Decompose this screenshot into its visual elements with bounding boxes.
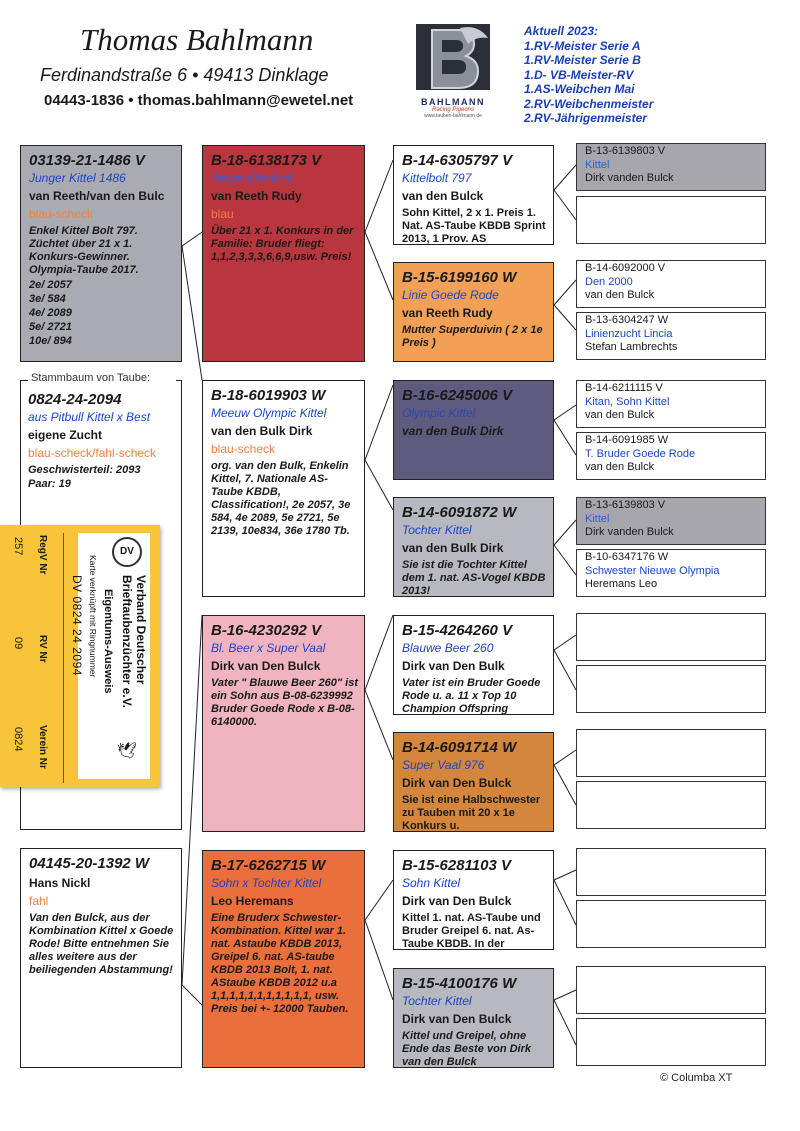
father-color: blau-scheck — [29, 207, 94, 221]
subject-frame-top-right — [176, 380, 182, 381]
ggp-3-breeder: van den Bulk Dirk — [402, 424, 504, 438]
gp-ff-breeder: van Reeth Rudy — [211, 189, 302, 203]
father-name: Junger Kittel 1486 — [29, 171, 126, 185]
g4-1-breeder: Dirk vanden Bulck — [585, 172, 674, 184]
ggp-7-ring: B-15-6281103 V — [402, 857, 511, 874]
subject-breeder: eigene Zucht — [28, 428, 103, 442]
g4-empty-slot[interactable] — [576, 613, 766, 661]
father-result: 10e/ 894 — [29, 335, 72, 347]
g4-8-name: Schwester Nieuwe Olympia — [585, 564, 720, 577]
card-verein-label: Verein Nr — [37, 725, 48, 769]
father-description: Enkel Kittel Bolt 797. Züchtet über 21 x 1. Konkurs-Gewinner. Olympia-Taube 2017. — [29, 225, 139, 276]
g4-3-name: Den 2000 — [585, 275, 633, 288]
g4-3-breeder: van den Bulck — [585, 289, 655, 301]
gp-mf-ring: B-16-4230292 V — [211, 622, 322, 639]
breeder-name: Thomas Bahlmann — [80, 22, 314, 57]
g4-6-breeder: van den Bulck — [585, 461, 655, 473]
gp-ff-color: blau — [211, 207, 234, 221]
g4-6-name: T. Bruder Goede Rode — [585, 447, 696, 460]
g4-box-6[interactable] — [576, 432, 766, 480]
mother-breeder: Hans Nickl — [29, 876, 91, 890]
card-note: Karte verknüpft mit Ringnummer — [88, 555, 98, 678]
father-results — [29, 278, 175, 348]
ggp-6-breeder: Dirk van Den Bulck — [402, 776, 512, 790]
gp-fm-color: blau-scheck — [211, 442, 276, 456]
gp-mf-box[interactable] — [202, 615, 365, 832]
g4-8-ring: B-10-6347176 W — [585, 551, 669, 563]
g4-box-8[interactable] — [576, 549, 766, 597]
mother-ring: 04145-20-1392 W — [29, 855, 150, 872]
ggp-7-description: Kittel 1. nat. AS-Taube und Bruder Greipel 6. nat. As-Taube KBDB. In der — [402, 912, 541, 950]
ggp-2-box[interactable] — [393, 262, 554, 362]
ggp-2-breeder: van Reeth Rudy — [402, 306, 493, 320]
ggp-8-description: Kittel und Greipel, ohne Ende das Beste von Dirk van den Bulck — [402, 1030, 531, 1068]
father-breeder: van Reeth/van den Bulc — [29, 189, 165, 203]
logo-url: www.tauben-bahlmann.de — [424, 113, 482, 119]
card-regv-label: RegV Nr — [37, 535, 48, 575]
card-verein-value: 0824 — [12, 727, 24, 752]
awards-title: Aktuell 2023: — [524, 24, 599, 38]
card-org-line1: Verband Deutscher — [134, 575, 148, 685]
ggp-4-description: Sie ist die Tochter Kittel dem 1. nat. AS-Vogel KBDB 2013! — [402, 559, 546, 597]
ggp-6-box[interactable] — [393, 732, 554, 832]
ggp-3-box[interactable] — [393, 380, 554, 480]
ggp-8-name: Tochter Kittel — [402, 994, 472, 1008]
ggp-1-description: Sohn Kittel, 2 x 1. Preis 1. Nat. AS-Taube KBDB Sprint 2013, 1 Prov. AS — [402, 207, 546, 245]
award-item: 1.D- VB-Meister-RV — [524, 67, 634, 82]
ggp-1-ring: B-14-6305797 V — [402, 152, 513, 169]
g4-8-breeder: Heremans Leo — [585, 578, 658, 590]
ownership-card-content — [0, 525, 160, 787]
gp-ff-ring: B-18-6138173 V — [211, 152, 322, 169]
gp-fm-box[interactable] — [202, 380, 365, 597]
card-rv-label: RV Nr — [37, 635, 48, 663]
gp-fm-breeder: van den Bulk Dirk — [211, 424, 313, 438]
card-ring-number: DV 0824 24 2094 — [70, 575, 84, 676]
subject-name: aus Pitbull Kittel x Best — [28, 410, 151, 424]
gp-ff-box[interactable] — [202, 145, 365, 362]
g4-3-ring: B-14-6092000 V — [585, 262, 666, 274]
breeder-contact: 04443-1836 • thomas.bahlmann@ewetel.net — [44, 92, 354, 109]
ggp-1-box[interactable] — [393, 145, 554, 245]
pigeon-emblem-icon: 🕊 — [116, 743, 138, 760]
gp-ff-name: Jonge Kittelbolt — [211, 171, 294, 185]
father-ring: 03139-21-1486 V — [29, 152, 145, 169]
g4-box-7[interactable] — [576, 497, 766, 545]
card-title: Eigentums-Ausweis — [102, 589, 114, 694]
ggp-2-name: Linie Goede Rode — [402, 288, 499, 302]
ggp-3-name: Olympic Kittel — [402, 406, 476, 420]
subject-frame-top-left — [20, 380, 28, 381]
breeder-address: Ferdinandstraße 6 • 49413 Dinklage — [40, 65, 329, 85]
gp-mm-ring: B-17-6262715 W — [211, 857, 326, 874]
g4-box-3[interactable] — [576, 260, 766, 308]
ggp-6-ring: B-14-6091714 W — [402, 739, 517, 756]
award-item: 1.AS-Weibchen Mai — [524, 82, 635, 96]
footer-copyright: © Columba XT — [660, 1072, 733, 1084]
ggp-8-breeder: Dirk van Den Bulck — [402, 1012, 512, 1026]
g4-empty-slot[interactable] — [576, 1018, 766, 1066]
g4-7-breeder: Dirk vanden Bulck — [585, 526, 674, 538]
g4-box-2[interactable] — [576, 196, 766, 244]
g4-empty-slot[interactable] — [576, 665, 766, 713]
g4-4-breeder: Stefan Lambrechts — [585, 341, 678, 353]
subject-info — [28, 388, 180, 491]
gp-fm-ring: B-18-6019903 W — [211, 387, 326, 404]
gp-mm-breeder: Leo Heremans — [211, 894, 294, 908]
gp-mm-description: Eine Bruderx Schwester-Kombination. Kittel war 1. nat. Astaube KBDB 2013, Greipel 6. nat. AS-taube KBDB 2013 Bolt, 1. nat. AStaube KBDB 2012 u.a 1,1,1,1,1,1,1,1,1,1,1, usw. Preis bei +- 12000 Tauben. — [211, 912, 349, 1015]
ggp-5-name: Blauwe Beer 260 — [402, 641, 494, 655]
ggp-5-breeder: Dirk van Den Bulk — [402, 659, 505, 673]
card-rv-value: 09 — [12, 637, 24, 650]
card-org-line2: Brieftaubenzüchter e.V. — [120, 575, 134, 708]
subject-legend: Stammbaum von Taube: — [31, 372, 151, 384]
mother-color: fahl — [29, 894, 49, 908]
gp-fm-name: Meeuw Olympic Kittel — [211, 406, 327, 420]
g4-empty-slot[interactable] — [576, 781, 766, 829]
ggp-4-ring: B-14-6091872 W — [402, 504, 517, 521]
mother-description: Van den Bulck, aus der Kombination Kittel x Goede Rode! Bitte entnehmen Sie alles weitere aus der beiliegenden Abstammung! — [29, 912, 174, 976]
g4-box-1[interactable] — [576, 143, 766, 191]
card-regv-value: 257 — [12, 537, 24, 556]
gp-mf-name: Bl. Beer x Super Vaal — [211, 641, 326, 655]
g4-box-4[interactable] — [576, 312, 766, 360]
father-result: 4e/ 2089 — [29, 307, 72, 319]
gp-mf-breeder: Dirk van Den Bulck — [211, 659, 321, 673]
ggp-4-breeder: van den Bulk Dirk — [402, 541, 504, 555]
g4-empty-slot[interactable] — [576, 966, 766, 1014]
g4-4-ring: B-13-6304247 W — [585, 314, 669, 326]
ggp-3-ring: B-16-6245006 V — [402, 387, 513, 404]
gp-mm-box[interactable] — [202, 850, 365, 1068]
ownership-card[interactable] — [0, 525, 160, 787]
logo-subtitle: Racing Pigeons — [431, 107, 475, 113]
gp-mm-name: Sohn x Tochter Kittel — [211, 876, 322, 890]
mother-box[interactable] — [20, 848, 182, 1068]
subject-color: blau-scheck/fahl-scheck — [28, 446, 157, 460]
logo-brand: BAHLMANN — [421, 97, 485, 107]
ggp-4-name: Tochter Kittel — [402, 523, 472, 537]
g4-1-name: Kittel — [585, 158, 610, 171]
ggp-6-description: Sie ist eine Halbschwester zu Tauben mit 20 x 1e Konkurs u. — [402, 794, 541, 832]
ggp-7-box[interactable] — [393, 850, 554, 950]
g4-5-ring: B-14-6211115 V — [585, 382, 663, 394]
award-item: 1.RV-Meister Serie B — [524, 53, 641, 67]
ggp-2-ring: B-15-6199160 W — [402, 269, 517, 286]
subject-pair: Paar: 19 — [28, 478, 71, 490]
gp-fm-description: org. van den Bulk, Enkelin Kittel, 7. Nationale AS-Taube KBDB, Classification!, 2e 2057, 3e 584, 4e 2089, 5e 2721, 5e 2139, 10e834, 36e 1780 Tb. — [211, 460, 351, 537]
ggp-5-description: Vater ist ein Bruder Goede Rode u. a. 11 x Top 10 Champion Offspring — [402, 677, 541, 715]
card-divider — [63, 533, 64, 783]
award-item: 1.RV-Meister Serie A — [524, 38, 641, 53]
g4-empty-slot[interactable] — [576, 848, 766, 896]
award-item: 2.RV-Jährigenmeister — [524, 111, 647, 125]
father-result: 2e/ 2057 — [29, 279, 72, 291]
ggp-4-box[interactable] — [393, 497, 554, 597]
ggp-1-breeder: van den Bulck — [402, 189, 484, 203]
ggp-8-box[interactable] — [393, 968, 554, 1068]
g4-7-name: Kittel — [585, 512, 610, 525]
g4-5-breeder: van den Bulck — [585, 409, 655, 421]
father-result: 3e/ 584 — [29, 293, 66, 305]
award-item: 2.RV-Weibchenmeister — [524, 96, 654, 111]
father-result: 5e/ 2721 — [29, 321, 72, 333]
ggp-1-name: Kittelbolt 797 — [402, 171, 472, 185]
g4-6-ring: B-14-6091985 W — [585, 434, 669, 446]
gp-mf-description: Vater " Blauwe Beer 260" ist ein Sohn aus B-08-6239992 Bruder Goede Rode x B-08-6140000. — [211, 677, 358, 728]
ggp-7-name: Sohn Kittel — [402, 876, 461, 890]
ggp-6-name: Super Vaal 976 — [402, 758, 485, 772]
ggp-5-box[interactable] — [393, 615, 554, 715]
ggp-5-ring: B-15-4264260 V — [402, 622, 513, 639]
father-box[interactable] — [20, 145, 182, 362]
gp-ff-description: Über 21 x 1. Konkurs in der Familie: Bruder fliegt: 1,1,2,3,3,3,6,6,9,usw. Preis! — [211, 225, 354, 263]
g4-empty-slot[interactable] — [576, 729, 766, 777]
g4-5-name: Kitan, Sohn Kittel — [585, 395, 670, 408]
subject-ring: 0824-24-2094 — [28, 391, 122, 408]
g4-empty-slot[interactable] — [576, 900, 766, 948]
g4-7-ring: B-13-6139803 V — [585, 499, 666, 511]
dv-logo-icon: DV — [112, 537, 142, 567]
ggp-8-ring: B-15-4100176 W — [402, 975, 517, 992]
g4-box-5[interactable] — [576, 380, 766, 428]
subject-siblings: Geschwisterteil: 2093 — [28, 464, 141, 476]
ggp-7-breeder: Dirk van Den Bulck — [402, 894, 512, 908]
g4-4-name: Linienzucht Lincia — [585, 327, 673, 340]
ggp-2-description: Mutter Superduivin ( 2 x 1e Preis ) — [402, 324, 543, 349]
g4-1-ring: B-13-6139803 V — [585, 145, 666, 157]
